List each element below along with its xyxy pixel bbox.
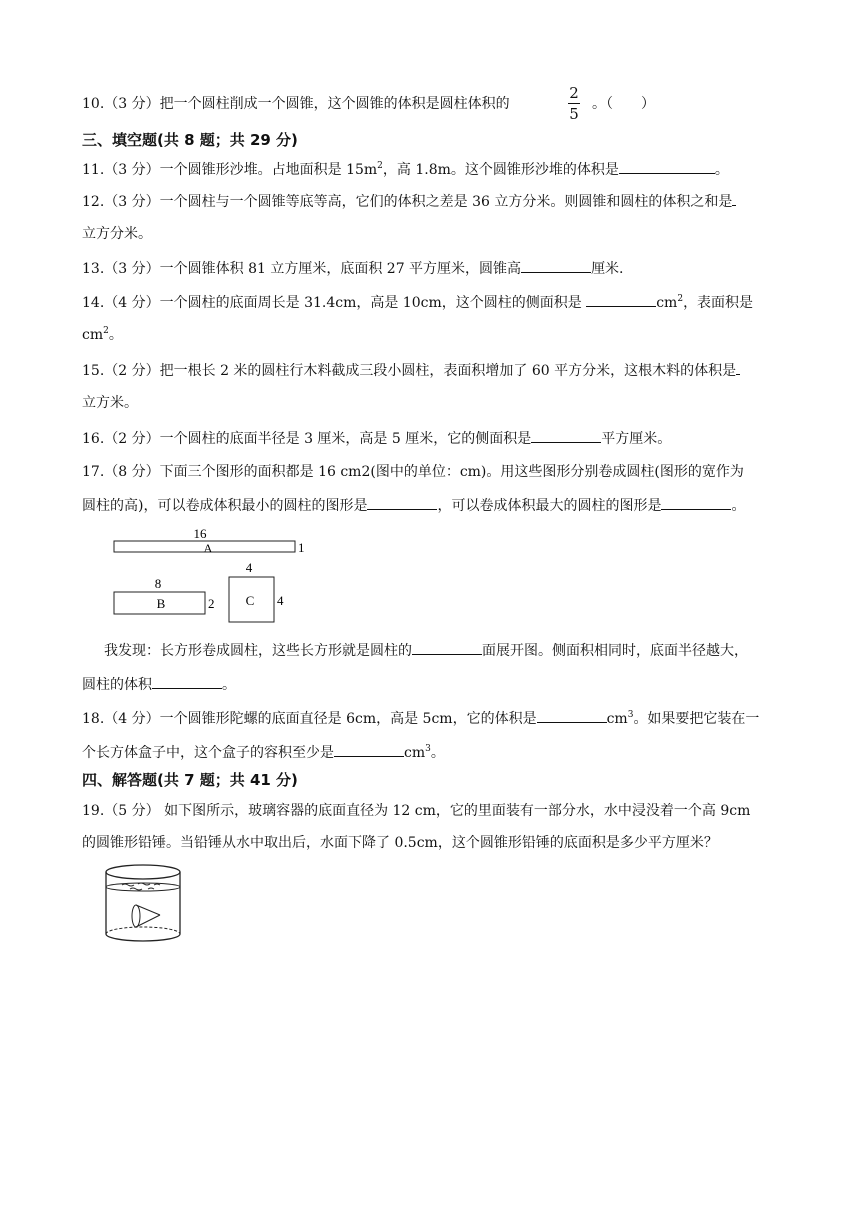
q10-fraction bbox=[566, 84, 582, 123]
q10-answer-paren: 。（ ） bbox=[592, 96, 655, 112]
q18-unit2: cm bbox=[404, 745, 426, 761]
rect-b-group bbox=[114, 576, 215, 614]
q18-sup1: 3 bbox=[627, 710, 634, 720]
section-4-title: 四、解答题(共 7 题；共 41 分) bbox=[82, 771, 298, 789]
q13-line bbox=[82, 258, 624, 279]
q17-finding-line1 bbox=[104, 640, 748, 661]
rect-a-width: 1 bbox=[298, 540, 305, 555]
rect-b-length: 8 bbox=[154, 576, 162, 591]
q10-tail bbox=[592, 94, 655, 114]
q17-text2c: 。 bbox=[731, 498, 746, 514]
q12-line2: 立方分米。 bbox=[82, 226, 152, 242]
rect-b-label: B bbox=[156, 596, 166, 611]
q12-blank[interactable] bbox=[732, 191, 736, 206]
q17-line2 bbox=[82, 495, 745, 516]
rect-c-width: 4 bbox=[277, 593, 284, 608]
q14-unit1: cm bbox=[656, 295, 678, 311]
q14-sup1: 2 bbox=[677, 294, 684, 304]
q13-blank[interactable] bbox=[521, 258, 591, 273]
q18-blank-2[interactable] bbox=[334, 742, 404, 757]
q10-frac-den: 5 bbox=[569, 105, 579, 123]
q18-text2c: 。 bbox=[430, 745, 445, 761]
q11-line bbox=[82, 159, 729, 180]
q16-text: 16.（2 分）一个圆柱的底面半径是 3 厘米，高是 5 厘米，它的侧面积是 bbox=[82, 431, 532, 447]
q18-text1a: 18.（4 分）一个圆锥形陀螺的底面直径是 6cm，高是 5cm，它的体积是 bbox=[82, 711, 537, 727]
q17-text2a: 圆柱的高)，可以卷成体积最小的圆柱的图形是 bbox=[82, 498, 368, 514]
q15-line2: 立方米。 bbox=[82, 395, 138, 411]
q14-mid: ，表面积是 bbox=[683, 295, 754, 311]
q18-sup2: 3 bbox=[425, 744, 431, 754]
q17-finding-line2 bbox=[82, 674, 236, 695]
q11-text2: ，高 1.8m。这个圆锥形沙堆的体积是 bbox=[382, 162, 619, 178]
q16-line bbox=[82, 428, 671, 449]
q17-find2b: 。 bbox=[222, 677, 236, 693]
q10-line bbox=[82, 94, 510, 114]
q18-text1c: 。如果要把它装在一 bbox=[633, 711, 760, 727]
rect-c-length: 4 bbox=[245, 560, 253, 575]
q18-blank-1[interactable] bbox=[537, 708, 607, 723]
q15-line1 bbox=[82, 360, 740, 381]
rect-c-group bbox=[229, 560, 284, 622]
q17-find2a: 圆柱的体积 bbox=[82, 677, 152, 693]
q17-find1a: 我发现：长方形卷成圆柱，这些长方形就是圆柱的 bbox=[104, 643, 412, 659]
q17-blank-1[interactable] bbox=[367, 495, 437, 510]
q18-unit1: cm bbox=[606, 711, 628, 727]
cone-weight bbox=[132, 905, 160, 927]
q13-text: 13.（3 分）一个圆锥体积 81 立方厘米，底面积 27 平方厘米，圆锥高 bbox=[82, 261, 522, 277]
q15-blank[interactable] bbox=[736, 360, 740, 375]
q10-frac-num: 2 bbox=[569, 84, 579, 102]
q17-blank-2[interactable] bbox=[661, 495, 731, 510]
q11-blank[interactable] bbox=[619, 159, 715, 174]
q16-blank[interactable] bbox=[531, 428, 601, 443]
q14-text: 14.（4 分）一个圆柱的底面周长是 31.4cm，高是 10cm，这个圆柱的侧面积是 bbox=[82, 295, 582, 311]
q17-find1b: 面展开图。侧面积相同时，底面半径越大， bbox=[482, 643, 748, 659]
q19-line1: 19.（5 分） 如下图所示，玻璃容器的底面直径为 12 cm，它的里面装有一部分水，水中浸没着一个高 9cm bbox=[82, 803, 751, 819]
q12-line1 bbox=[82, 191, 736, 212]
q18-text2a: 个长方体盒子中，这个盒子的容积至少是 bbox=[82, 745, 334, 761]
q17-blank-3[interactable] bbox=[412, 640, 482, 655]
q14-line1 bbox=[82, 292, 753, 313]
q14-unit2: cm bbox=[82, 327, 104, 343]
q14-line2 bbox=[82, 325, 123, 345]
q10-text: 10.（3 分）把一个圆柱削成一个圆锥，这个圆锥的体积是圆柱体积的 bbox=[82, 96, 510, 112]
rect-a-length: 16 bbox=[193, 526, 207, 541]
q17-text2b: ，可以卷成体积最大的圆柱的图形是 bbox=[437, 498, 662, 514]
q19-line2: 的圆锥形铅锤。当铅锤从水中取出后，水面下降了 0.5cm，这个圆锥形铅锤的底面积是多少平方厘米？ bbox=[82, 835, 718, 851]
q14-blank-1[interactable] bbox=[586, 292, 656, 307]
q14-end2: 。 bbox=[108, 327, 123, 343]
q13-end: 厘米. bbox=[591, 261, 624, 277]
cylinder-container-figure bbox=[100, 862, 186, 946]
rect-b-width: 2 bbox=[208, 596, 215, 611]
q11-text: 11.（3 分）一个圆锥形沙堆。占地面积是 15m bbox=[82, 162, 378, 178]
q11-end: 。 bbox=[714, 162, 729, 178]
rect-a-group bbox=[114, 526, 305, 555]
q15-text: 15.（2 分）把一根长 2 米的圆柱行木料截成三段小圆柱，表面积增加了 60 平方分米，这根木料的体积是 bbox=[82, 363, 737, 379]
rect-c-label: C bbox=[245, 593, 255, 608]
q11-sup: 2 bbox=[377, 161, 383, 171]
q16-end: 平方厘米。 bbox=[601, 431, 672, 447]
q18-line1 bbox=[82, 708, 759, 729]
section-3-title: 三、填空题(共 8 题；共 29 分) bbox=[82, 131, 298, 149]
q17-rectangles-figure bbox=[108, 524, 318, 628]
rect-a-label: A bbox=[203, 541, 213, 555]
q18-line2 bbox=[82, 742, 445, 763]
q17-line1: 17.（8 分）下面三个图形的面积都是 16 cm2(图中的单位：cm)。用这些图形分别卷成圆柱(图形的宽作为 bbox=[82, 464, 744, 480]
q17-blank-4[interactable] bbox=[152, 674, 222, 689]
q14-sup2: 2 bbox=[103, 326, 109, 336]
q12-text: 12.（3 分）一个圆柱与一个圆锥等底等高，它们的体积之差是 36 立方分米。则圆锥和圆柱的体积之和是 bbox=[82, 194, 733, 210]
